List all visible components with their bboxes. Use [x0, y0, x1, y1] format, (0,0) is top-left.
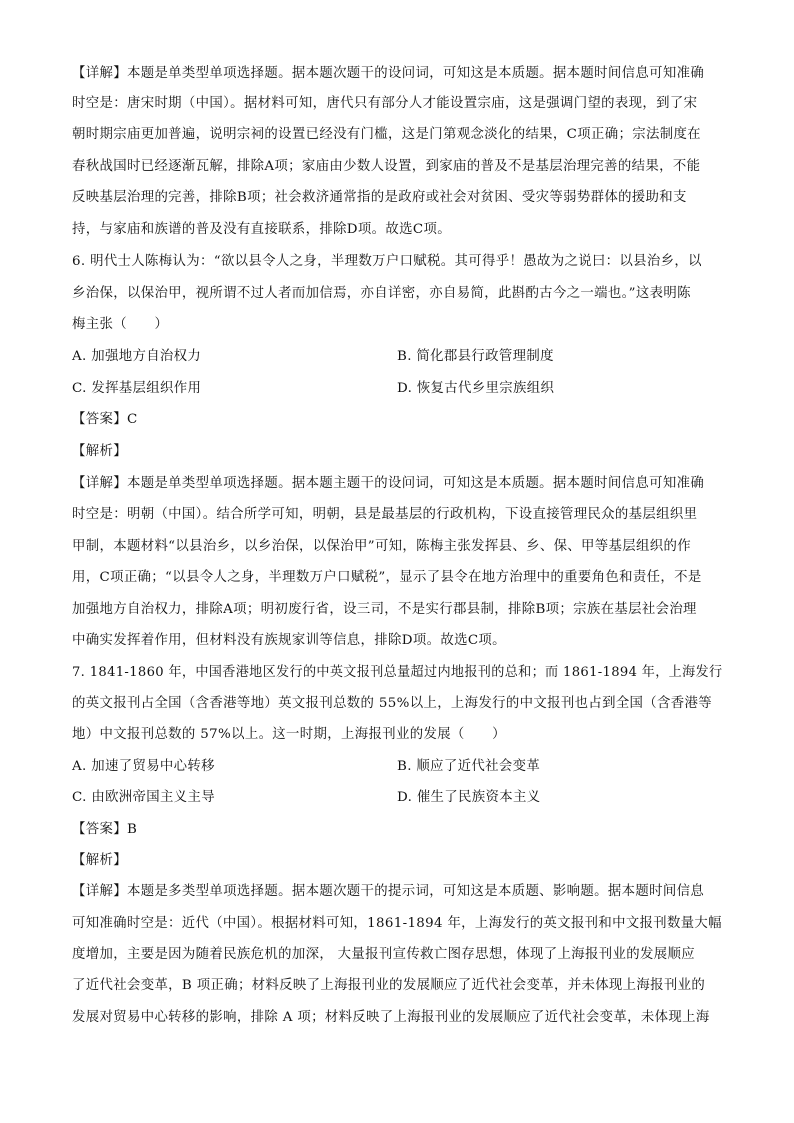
option-d: D. 恢复古代乡里宗族组织: [397, 381, 555, 396]
option-c: C. 发挥基层组织作用: [72, 381, 202, 396]
analysis-label: 【解析】: [72, 853, 127, 868]
text-line: 发展对贸易中心转移的影响，排除 A 项；材料反映了上海报刊业的发展顺应了近代社会变革，未体现上海: [72, 1010, 710, 1025]
option-a: A. 加速了贸易中心转移: [72, 759, 215, 774]
question-stem: 地）中文报刊总数的 57%以上。这一时期，上海报刊业的发展（ ）: [72, 727, 506, 742]
question-stem: 6. 明代士人陈梅认为：“欲以县令人之身，半理数万户口赋税。其可得乎！愚故为之说曰：以县治乡，以: [72, 254, 702, 269]
option-c: C. 由欧洲帝国主义主导: [72, 790, 215, 805]
text-line: 持，与家庙和族谱的普及没有直接联系，排除D项。故选C项。: [72, 222, 451, 237]
text-line: 【详解】本题是多类型单项选择题。据本题次题干的提示词，可知这是本质题、影响题。据本题时间信息: [72, 884, 705, 899]
question-stem: 的英文报刊占全国（含香港等地）英文报刊总数的 55%以上，上海发行的中文报刊也占到全国（含香港等: [72, 696, 713, 711]
question-stem: 梅主张（ ）: [72, 317, 169, 332]
text-line: 度增加，主要是因为随着民族危机的加深， 大量报刊宣传救亡图存思想，体现了上海报刊业的发展顺应: [72, 947, 695, 962]
text-line: 中确实发挥着作用，但材料没有族规家训等信息，排除D项。故选C项。: [72, 633, 506, 648]
text-line: 反映基层治理的完善，排除B项；社会救济通常指的是政府或社会对贫困、受灾等弱势群体的援助和支: [72, 190, 687, 205]
text-line: 时空是：明朝（中国）。结合所学可知，明朝，县是最基层的行政机构，下设直接管理民众的基层组织里: [72, 507, 698, 522]
text-line: 朝时期宗庙更加普遍，说明宗祠的设置已经没有门槛，这是门第观念淡化的结果，C项正确；宗法制度在: [72, 127, 701, 142]
option-b: B. 顺应了近代社会变革: [397, 759, 541, 774]
text-line: 了近代社会变革，B 项正确；材料反映了上海报刊业的发展顺应了近代社会变革，并未体现上海报刊业的: [72, 978, 706, 993]
text-line: 时空是：唐宋时期（中国）。据材料可知，唐代只有部分人才能设置宗庙，这是强调门望的表现，到了宋: [72, 96, 698, 111]
option-a: A. 加强地方自治权力: [72, 349, 202, 364]
analysis-label: 【解析】: [72, 444, 127, 459]
answer-label: 【答案】C: [72, 412, 138, 427]
text-line: 加强地方自治权力，排除A项；明初废行省，设三司，不是实行郡县制，排除B项；宗族在基层社会治理: [72, 602, 697, 617]
text-line: 【详解】本题是单类型单项选择题。据本题次题干的设问词，可知这是本质题。据本题时间信息可知准确: [72, 66, 705, 81]
text-line: 春秋战国时已经逐渐瓦解，排除A项；家庙由少数人设置，到家庙的普及不是基层治理完善的结果，不能: [72, 159, 701, 174]
text-line: 【详解】本题是单类型单项选择题。据本题主题干的设问词，可知这是本质题。据本题时间信息可知准确: [72, 476, 705, 491]
text-line: 用，C项正确；“以县令人之身，半理数万户口赋税”，显示了县令在地方治理中的重要角色和责任，不是: [72, 570, 702, 585]
text-line: 可知准确时空是：近代（中国）。根据材料可知，1861-1894 年，上海发行的英文报刊和中文报刊数量大幅: [72, 916, 722, 931]
option-b: B. 简化郡县行政管理制度: [397, 349, 554, 364]
question-stem: 乡治保，以保治甲，视所谓不过人者而加信焉，亦自详密，亦自易简，此斟酌古今之一端也。”这表明陈: [72, 286, 691, 301]
answer-label: 【答案】B: [72, 822, 138, 837]
question-stem: 7. 1841-1860 年，中国香港地区发行的中英文报刊总量超过内地报刊的总和；而 1861-1894 年，上海发行: [72, 665, 723, 680]
option-d: D. 催生了民族资本主义: [397, 790, 541, 805]
text-line: 甲制，本题材料“以县治乡，以乡治保，以保治甲”可知，陈梅主张发挥县、乡、保、甲等基层组织的作: [72, 539, 691, 554]
